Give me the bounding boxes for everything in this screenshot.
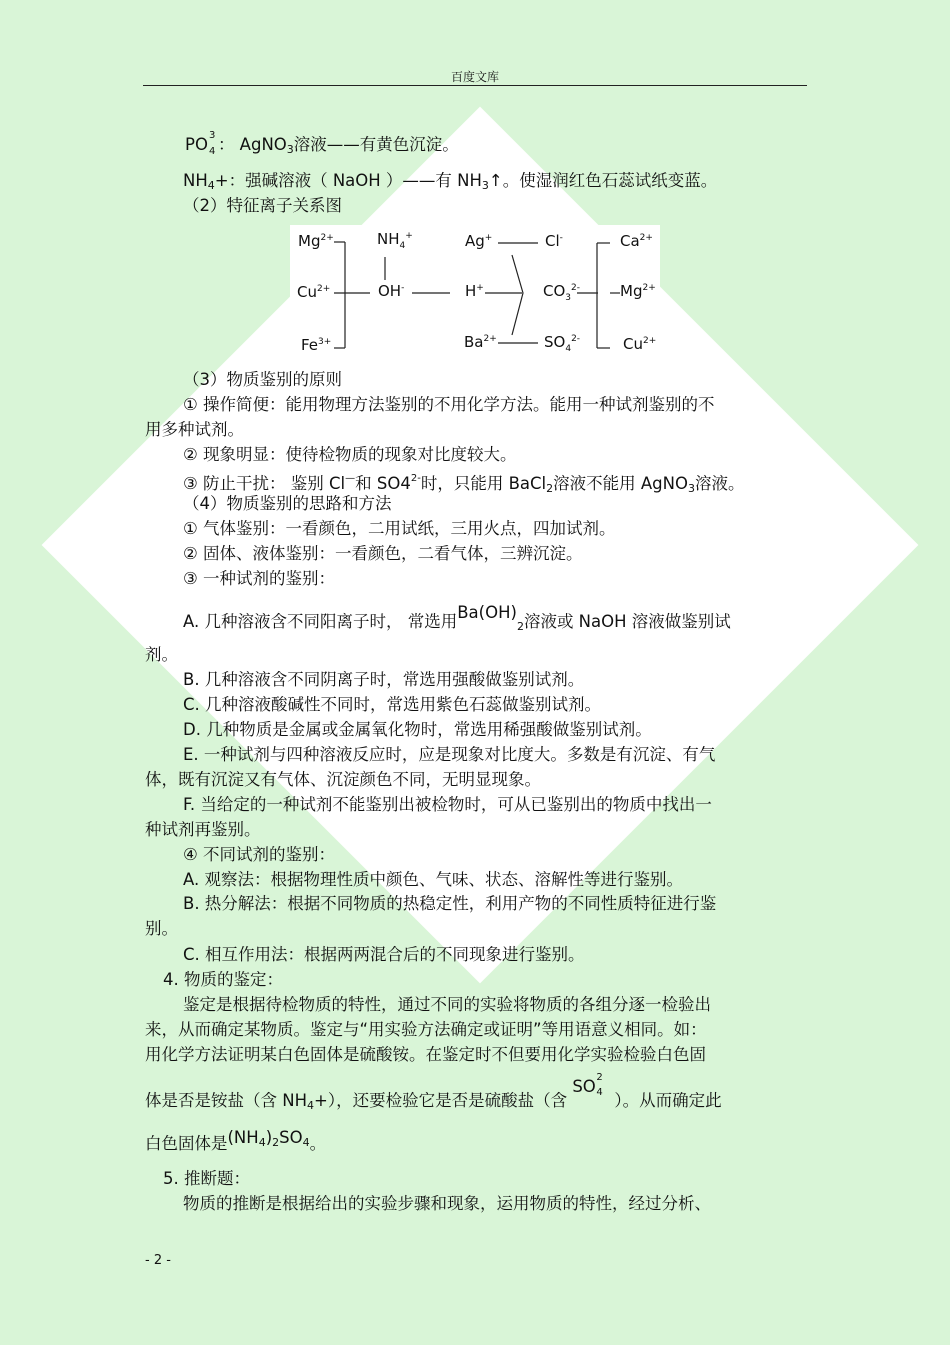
page-header: 百度文库 bbox=[450, 70, 499, 84]
ion-nh4: $NH_4^+$ bbox=[377, 230, 413, 251]
method-2: ② 固体、液体鉴别：一看颜色，二看气体，三辨沉淀。 bbox=[183, 544, 583, 563]
method-3: ③ 一种试剂的鉴别： bbox=[183, 569, 336, 588]
method-4: ④ 不同试剂的鉴别： bbox=[183, 845, 336, 864]
item-a: A. 几种溶液含不同阳离子时， 常选用$Ba(OH)_2$溶液或 NaOH 溶液做鉴别试 bbox=[183, 603, 731, 633]
para-k1: 鉴定是根据待检物质的特性，通过不同的实验将物质的各组分逐一检验出 bbox=[183, 995, 711, 1014]
item-d: D. 几种物质是金属或金属氧化物时，常选用稀强酸做鉴别试剂。 bbox=[183, 720, 652, 739]
para-k3: 用化学方法证明某白色固体是硫酸铵。在鉴定时不但要用化学实验检验白色固 bbox=[145, 1045, 706, 1064]
page-number: - 2 - bbox=[145, 1253, 171, 1268]
line-nh4: $NH_4+$：强碱溶液（ NaOH ）——有 $NH_3↑$。使湿润红色石蕊试纸变蓝。 bbox=[183, 171, 718, 192]
item-b: B. 几种溶液含不同阴离子时，常选用强酸做鉴别试剂。 bbox=[183, 670, 585, 689]
ion-h: H+ bbox=[465, 282, 484, 300]
item-e-cont: 体，既有沉淀又有气体、沉淀颜色不同，无明显现象。 bbox=[145, 770, 541, 789]
header-rule bbox=[143, 85, 807, 86]
heading-5: 5. 推断题： bbox=[163, 1169, 250, 1188]
ion-oh: OH- bbox=[378, 282, 405, 300]
item-ga: A. 观察法：根据物理性质中颜色、气味、状态、溶解性等进行鉴别。 bbox=[183, 870, 683, 889]
item-f-cont: 种试剂再鉴别。 bbox=[145, 820, 261, 839]
ion-cu: $Cu^{2+}$ bbox=[297, 283, 331, 301]
section-4-heading: （4）物质鉴别的思路和方法 bbox=[183, 494, 392, 513]
para-k2: 来，从而确定某物质。鉴定与“用实验方法确定或证明”等用语意义相同。如： bbox=[145, 1020, 707, 1039]
item-gb-cont: 别。 bbox=[145, 919, 178, 938]
ion-mg: $Mg^{2+}$ bbox=[298, 232, 334, 250]
item-c: C. 几种溶液酸碱性不同时，常选用紫色石蕊做鉴别试剂。 bbox=[183, 695, 602, 714]
item-a-cont: 剂。 bbox=[145, 645, 178, 664]
section-3-heading: （3）物质鉴别的原则 bbox=[183, 370, 342, 389]
ion-relationship-diagram bbox=[290, 225, 660, 360]
item-e: E. 一种试剂与四种溶液反应时，应是现象对比度大。多数是有沉淀、有气 bbox=[183, 745, 716, 764]
ion-fe: $Fe^{3+}$ bbox=[301, 336, 332, 354]
ion-mg-right: $Mg^{2+}$ bbox=[620, 282, 656, 300]
principle-2: ② 现象明显：使待检物质的现象对比度较大。 bbox=[183, 445, 517, 464]
line-po4: PO 3 4 ： AgNO$_3$溶液——有黄色沉淀。 bbox=[185, 130, 459, 157]
para-k5: 白色固体是$(NH_4)_2SO_4$。 bbox=[145, 1128, 327, 1153]
ion-cl: Cl- bbox=[545, 232, 563, 250]
principle-1-cont: 用多种试剂。 bbox=[145, 420, 244, 439]
item-f: F. 当给定的一种试剂不能鉴别出被检物时，可从已鉴别出的物质中找出一 bbox=[183, 795, 712, 814]
ion-ba: $Ba^{2+}$ bbox=[464, 333, 497, 351]
ion-cu-right: $Cu^{2+}$ bbox=[623, 335, 657, 353]
item-gc: C. 相互作用法：根据两两混合后的不同现象进行鉴别。 bbox=[183, 945, 585, 964]
ion-so4: $SO_4^{2-}$ bbox=[544, 333, 581, 354]
item-gb: B. 热分解法：根据不同物质的热稳定性，利用产物的不同性质特征进行鉴 bbox=[183, 894, 717, 913]
para-k4: 体是否是铵盐（含 $NH_4+$），还要检验它是否是硫酸盐（含 SO 2 4 ）。从而确定此 bbox=[145, 1072, 722, 1112]
section-2-heading: （2）特征离子关系图 bbox=[183, 196, 342, 215]
principle-3: ③ 防止干扰： 鉴别 Cl—和 $SO4^{2-}$时，只能用 BaCl$_2$溶液不能用 AgNO$_3$溶液。 bbox=[183, 473, 745, 495]
para-m1: 物质的推断是根据给出的实验步骤和现象，运用物质的特性，经过分析、 bbox=[183, 1194, 711, 1213]
method-1: ① 气体鉴别：一看颜色，二用试纸，三用火点，四加试剂。 bbox=[183, 519, 616, 538]
heading-4: 4. 物质的鉴定： bbox=[163, 970, 283, 989]
ion-ca: $Ca^{2+}$ bbox=[620, 232, 653, 250]
ion-co3: $CO_3^{2-}$ bbox=[543, 282, 580, 303]
ion-ag: Ag+ bbox=[465, 232, 493, 250]
principle-1: ① 操作简便：能用物理方法鉴别的不用化学方法。能用一种试剂鉴别的不 bbox=[183, 395, 715, 414]
